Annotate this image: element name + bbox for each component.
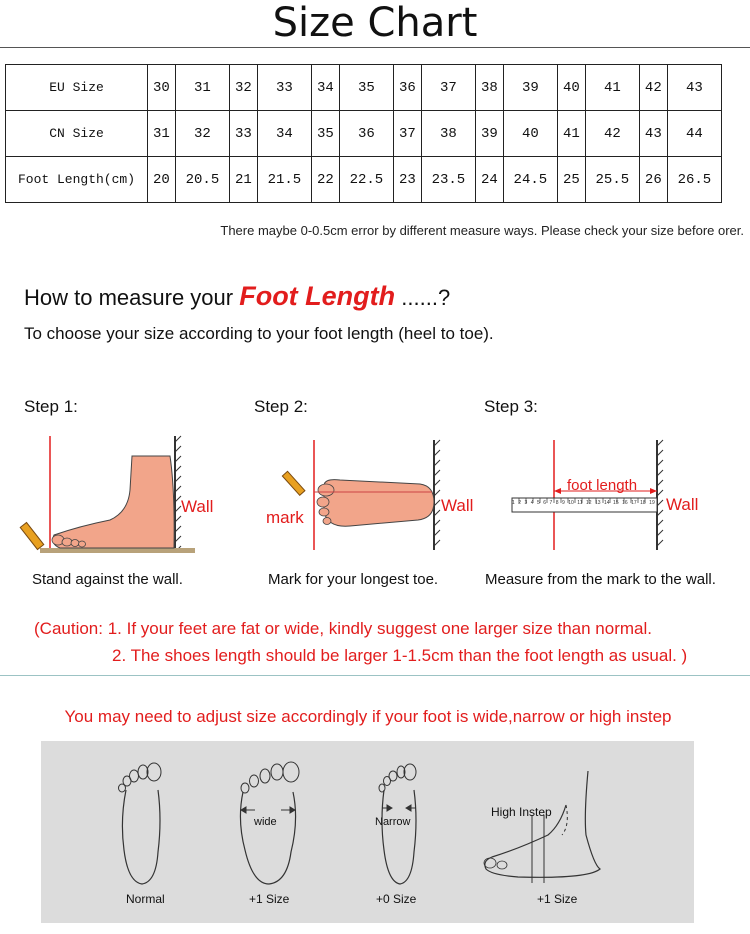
table-cell: 34 [311,65,339,111]
table-cell: 32 [175,111,229,157]
step-2-illustration [280,436,450,552]
step-2-mark-label: mark [266,508,304,527]
step-2-caption: Mark for your longest toe. [268,571,439,588]
step-3-label: Step 3: [484,397,538,416]
step-1-label: Step 1: [24,397,78,416]
table-cell: 20 [148,157,176,203]
table-cell: 21 [229,157,257,203]
table-cell: 39 [503,65,557,111]
ruler-tick: 11 [577,500,583,506]
ruler-tick: 18 [640,500,646,506]
high-instep-foot-label: High Instep [491,805,552,819]
foot-narrow-size-label: +0 Size [376,892,417,906]
table-cell: 39 [475,111,503,157]
table-cell: 21.5 [257,157,311,203]
howto-heading [24,281,450,312]
table-cell: 43 [667,65,721,111]
high-instep-foot-icon [478,765,628,890]
ruler-tick: 6 [543,500,547,506]
ruler-tick: 8 [555,500,559,506]
ruler-tick: 1 [512,500,515,506]
ruler-tick: 15 [613,500,619,506]
wide-foot-label: wide [254,816,277,828]
table-cell: 35 [339,65,393,111]
table-cell: 35 [311,111,339,157]
table-cell: 33 [229,111,257,157]
step-3-foot-length-label: foot length [567,477,638,494]
page-title: Size Chart [272,0,478,46]
step-1-illustration [20,430,210,560]
narrow-foot-label: Narrow [375,816,411,828]
title-divider [0,47,750,48]
ruler-tick: 17 [631,500,637,506]
table-cell: 26.5 [667,157,721,203]
step-3-caption: Measure from the mark to the wall. [485,571,716,588]
table-cell: 23.5 [421,157,475,203]
row-header: CN Size [6,111,148,157]
table-cell: 37 [393,111,421,157]
ruler-tick: 4 [530,500,534,506]
table-cell: 24.5 [503,157,557,203]
step-3-wall-label: Wall [666,495,699,514]
table-row-cn [6,111,722,157]
step-2-wall-label: Wall [441,496,474,515]
table-cell: 31 [148,111,176,157]
table-cell: 42 [585,111,639,157]
ruler-tick: 19 [649,500,655,506]
foot-wide-size-label: +1 Size [249,892,290,906]
table-cell: 38 [421,111,475,157]
table-cell: 26 [639,157,667,203]
table-cell: 33 [257,65,311,111]
ruler-tick: 5 [537,500,540,506]
table-cell: 41 [557,111,585,157]
normal-foot-icon [112,760,172,890]
step-1-caption: Stand against the wall. [32,571,183,588]
row-header: EU Size [6,65,148,111]
table-cell: 22.5 [339,157,393,203]
step-2-label: Step 2: [254,397,308,416]
table-cell: 38 [475,65,503,111]
howto-emphasis: Foot Length [239,281,396,311]
table-cell: 25.5 [585,157,639,203]
table-cell: 36 [393,65,421,111]
table-cell: 30 [148,65,176,111]
choose-note: To choose your size according to your foot length (heel to toe). [24,324,494,343]
table-cell: 37 [421,65,475,111]
ruler-tick: 7 [549,500,553,506]
ruler-tick: 10 [568,500,574,506]
section-divider [0,675,750,676]
table-cell: 32 [229,65,257,111]
table-cell: 44 [667,111,721,157]
table-cell: 40 [503,111,557,157]
caution-line-2: 2. The shoes length should be larger 1-1.5cm than the foot length as usual. ) [112,646,688,665]
caution-line-1: (Caution: 1. If your feet are fat or wide, kindly suggest one larger size than normal. [34,619,652,638]
table-cell: 40 [557,65,585,111]
table-cell: 24 [475,157,503,203]
size-chart-table [5,64,722,203]
ruler-tick: 2 [518,500,522,506]
ruler-tick: 9 [562,500,565,506]
foot-normal-size-label: Normal [126,892,165,906]
step-1-wall-label: Wall [181,497,214,516]
adjust-note: You may need to adjust size accordingly if your foot is wide,narrow or high instep [64,707,672,726]
howto-suffix: ......? [395,285,451,310]
table-row-foot-length [6,157,722,203]
table-cell: 31 [175,65,229,111]
ruler-tick: 13 [594,500,601,506]
error-note: There maybe 0-0.5cm error by different measure ways. Please check your size before orer. [220,223,744,238]
table-row-eu [6,65,722,111]
ruler-tick: 14 [604,500,610,506]
howto-prefix: How to measure your [24,285,240,310]
table-cell: 34 [257,111,311,157]
table-cell: 23 [393,157,421,203]
table-cell: 43 [639,111,667,157]
table-cell: 20.5 [175,157,229,203]
ruler-tick: 3 [524,500,528,506]
foot-high-instep-size-label: +1 Size [537,892,578,906]
ruler-tick: 16 [622,500,628,506]
ruler-tick-labels [512,500,655,506]
row-header: Foot Length(cm) [6,157,148,203]
table-cell: 41 [585,65,639,111]
table-cell: 36 [339,111,393,157]
table-cell: 22 [311,157,339,203]
step-3-illustration [505,436,675,552]
table-cell: 42 [639,65,667,111]
ruler-tick: 12 [585,500,592,506]
table-cell: 25 [557,157,585,203]
